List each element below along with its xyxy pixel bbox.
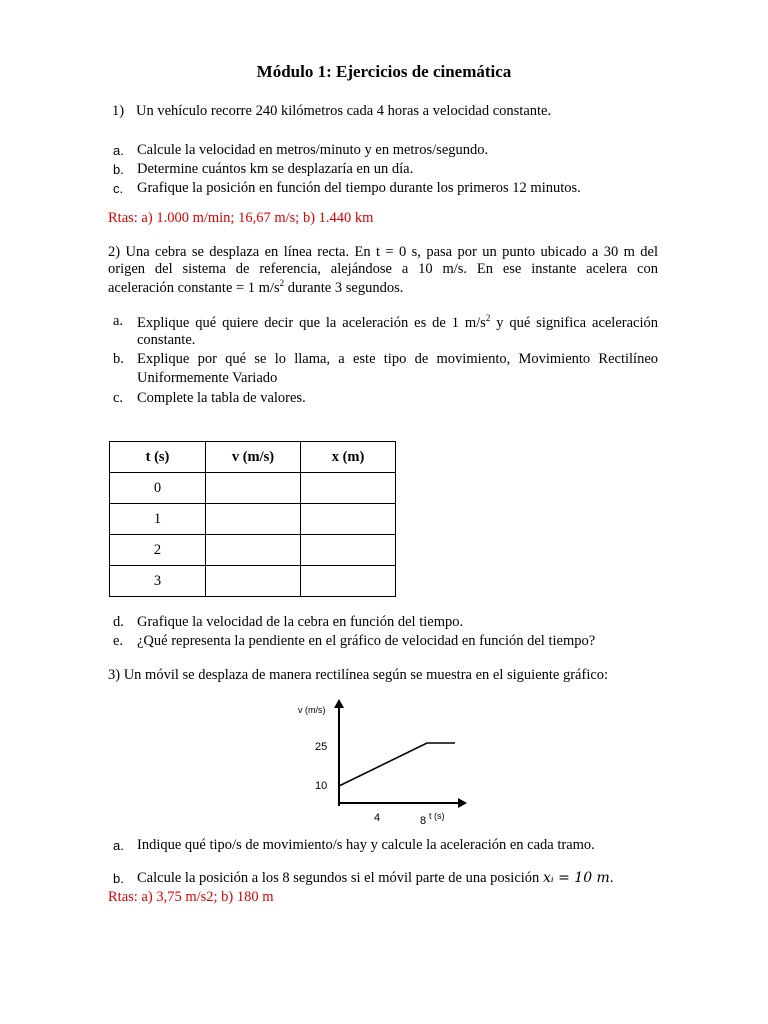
table-cell-v[interactable]	[206, 535, 301, 566]
ex1-statement: Un vehículo recorre 240 kilómetros cada 4 horas a velocidad constante.	[136, 103, 552, 119]
ex2-item-e-text: ¿Qué representa la pendiente en el gráfico de velocidad en función del tiempo?	[137, 633, 596, 649]
ex2-item-a-post: y qué significa aceleración	[490, 314, 659, 331]
ex2-item-d-text: Grafique la velocidad de la cebra en función del tiempo.	[137, 614, 464, 630]
table-cell-x[interactable]	[301, 504, 396, 535]
chart-x-arrow	[458, 798, 467, 808]
table-cell-t: 1	[110, 504, 206, 535]
chart-ytick-10: 10	[315, 780, 328, 792]
ex2-item-e-label: e.	[113, 633, 124, 649]
ex2-line3-pre: aceleración constante = 1 m/s	[108, 279, 280, 296]
ex2-item-b-label: b.	[113, 351, 124, 367]
ex2-item-a-cont: constante.	[137, 332, 196, 348]
chart-ytick-25: 25	[315, 741, 328, 753]
ex3-item-b-math: xᵢ = 10 m	[542, 870, 610, 886]
ex2-item-b-line2: Uniformemente Variado	[137, 370, 278, 386]
ex2-item-c-label: c.	[113, 390, 124, 406]
page-title: Módulo 1: Ejercicios de cinemática	[256, 62, 512, 81]
ex1-item-b-text: Determine cuántos km se desplazaría en un día.	[137, 161, 414, 177]
table-cell-x[interactable]	[301, 535, 396, 566]
ex2-item-c-text: Complete la tabla de valores.	[137, 390, 306, 406]
chart-xlabel: t (s)	[429, 811, 445, 821]
ex1-number: 1)	[112, 103, 125, 119]
ex3-item-b-label: b.	[113, 871, 124, 886]
table-cell-t: 2	[110, 535, 206, 566]
ex2-item-b-line1: Explique por qué se lo llama, a este tipo de movimiento, Movimiento Rectilíneo	[137, 351, 658, 367]
ex3-item-a-label: a.	[113, 838, 124, 853]
values-table	[109, 441, 396, 597]
table-header-x: x (m)	[301, 442, 396, 473]
ex1-item-c-label: c.	[113, 181, 124, 196]
table-cell-x[interactable]	[301, 473, 396, 504]
table-cell-x[interactable]	[301, 566, 396, 597]
ex2-item-a-pre: Explique qué quiere decir que la aceleración es de 1 m/s	[137, 314, 486, 331]
ex3-item-b-end: .	[609, 870, 614, 886]
ex3-statement: 3) Un móvil se desplaza de manera rectilínea según se muestra en el siguiente gráfico:	[108, 667, 609, 683]
ex2-item-a-label: a.	[113, 313, 124, 329]
ex2-item-a-sup: 2	[485, 313, 491, 323]
table-header-t: t (s)	[110, 442, 206, 473]
ex2-line3-sup: 2	[279, 278, 285, 288]
table-row	[110, 473, 396, 504]
table-header-row	[110, 442, 396, 473]
table-cell-v[interactable]	[206, 566, 301, 597]
chart-xtick-4: 4	[374, 812, 381, 824]
ex1-item-c-text: Grafique la posición en función del tiempo durante los primeros 12 minutos.	[137, 180, 581, 196]
table-cell-t: 3	[110, 566, 206, 597]
table-cell-v[interactable]	[206, 473, 301, 504]
ex2-statement-line2: origen del sistema de referencia, alejándose a 10 m/s. En ese instante acelera con	[108, 261, 658, 277]
ex3-item-a-text: Indique qué tipo/s de movimiento/s hay y calcule la aceleración en cada tramo.	[137, 837, 595, 853]
table-row	[110, 535, 396, 566]
ex3-item-b-body: Calcule la posición a los 8 segundos si el móvil parte de una posición	[137, 870, 540, 886]
ex1-item-a-text: Calcule la velocidad en metros/minuto y en metros/segundo.	[137, 142, 489, 158]
chart-xtick-8: 8	[420, 815, 427, 827]
table-header-v: v (m/s)	[206, 442, 301, 473]
chart-ylabel: v (m/s)	[298, 705, 326, 715]
ex2-statement-line1: 2) Una cebra se desplaza en línea recta. En t = 0 s, pasa por un punto ubicado a 30 m del	[108, 244, 658, 260]
ex1-answers: Rtas: a) 1.000 m/min; 16,67 m/s; b) 1.440 km	[108, 210, 374, 226]
ex3-answers: Rtas: a) 3,75 m/s2; b) 180 m	[108, 889, 274, 905]
velocity-time-chart	[290, 696, 480, 830]
table-cell-t: 0	[110, 473, 206, 504]
table-row	[110, 566, 396, 597]
chart-series-line	[339, 743, 455, 786]
ex1-item-a-label: a.	[113, 143, 124, 158]
ex2-line3-post: durante 3 segundos.	[284, 279, 404, 296]
table-row	[110, 504, 396, 535]
chart-y-arrow	[334, 699, 344, 708]
ex2-item-a-text	[137, 313, 658, 332]
ex1-item-b-label: b.	[113, 162, 124, 177]
ex2-statement-line3	[108, 278, 403, 297]
ex3-item-b-text	[137, 870, 613, 887]
table-cell-v[interactable]	[206, 504, 301, 535]
ex2-item-d-label: d.	[113, 614, 124, 630]
